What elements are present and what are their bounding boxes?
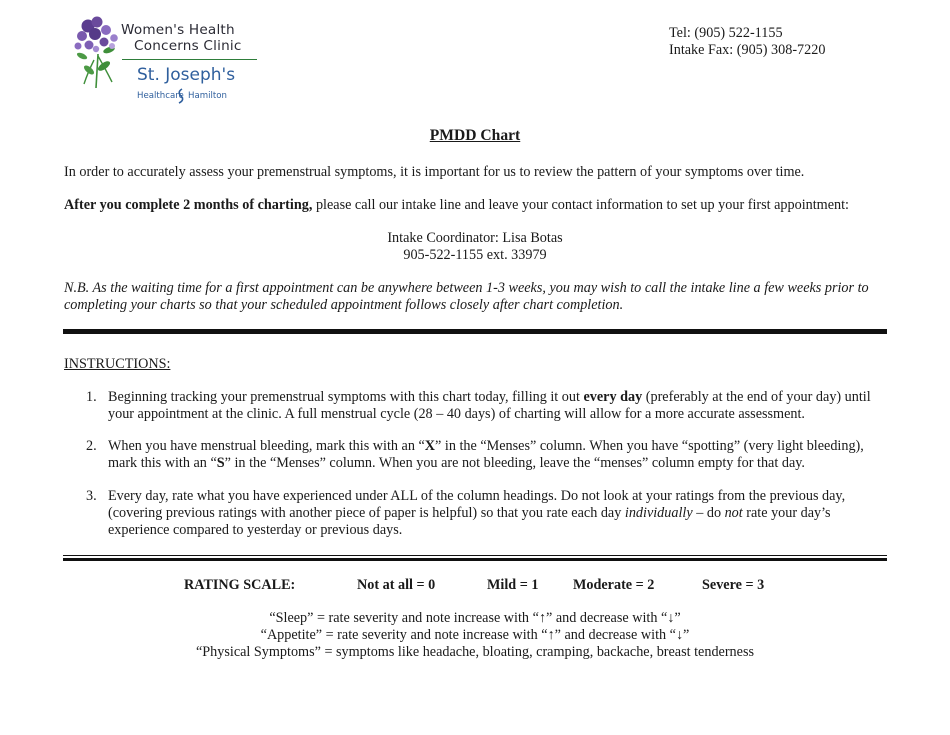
org-name: St. Joseph's xyxy=(137,65,236,85)
rating-level-3: Severe = 3 xyxy=(702,577,765,593)
double-divider-bottom xyxy=(63,558,887,561)
nb-note: N.B. As the waiting time for a first appointment can be anywhere between 1-3 weeks, you may wish to call the intake line a few weeks prior to completing your charts so that your scheduled appointment follows closely after chart completion. xyxy=(64,280,869,313)
note-sleep: “Sleep” = rate severity and note increase with “↑” and decrease with “↓” xyxy=(269,610,681,626)
rating-level-0: Not at all = 0 xyxy=(357,577,436,593)
page-title: PMDD Chart xyxy=(429,127,521,144)
org-subtitle-hamilton: Hamilton xyxy=(188,91,227,101)
rating-notes xyxy=(0,610,950,661)
org-subtitle-healthcare: Healthcare xyxy=(137,91,184,101)
clinic-name-line1: Women's Health xyxy=(121,22,235,38)
double-divider-top xyxy=(63,555,887,556)
clinic-name-line2: Concerns Clinic xyxy=(134,38,242,54)
instructions-heading: INSTRUCTIONS: xyxy=(64,356,171,372)
org-mark-icon xyxy=(176,88,186,104)
after-charting-paragraph xyxy=(64,197,886,214)
instruction-number: 2. xyxy=(86,438,97,454)
note-physical-symptoms: “Physical Symptoms” = symptoms like headache, bloating, cramping, backache, breast tenderness xyxy=(195,644,754,660)
coordinator-phone: 905-522-1155 ext. 33979 xyxy=(403,247,547,263)
rating-scale-label: RATING SCALE: xyxy=(184,577,296,593)
after-charting-bold: After you complete 2 months of charting, xyxy=(64,197,313,213)
contact-block xyxy=(669,25,825,59)
section-divider xyxy=(63,329,887,334)
rating-level-2: Moderate = 2 xyxy=(573,577,655,593)
after-charting-rest: please call our intake line and leave your contact information to set up your first appointment: xyxy=(312,197,849,213)
instruction-number: 3. xyxy=(86,488,97,504)
intake-coordinator xyxy=(0,230,950,264)
instruction-text: Every day, rate what you have experienced under ALL of the column headings. Do not look at your ratings from the previous day, (covering previous ratings with another piece of paper is helpful) so that you rate each day individually – do not rate your day’s experience compared to yesterday or previous days. xyxy=(108,488,846,538)
rating-level-1: Mild = 1 xyxy=(487,577,539,593)
logo-divider xyxy=(122,59,257,60)
clinic-logo xyxy=(70,12,270,120)
instruction-number: 1. xyxy=(86,389,97,405)
contact-fax: Intake Fax: (905) 308-7220 xyxy=(669,42,826,58)
coordinator-name: Intake Coordinator: Lisa Botas xyxy=(387,230,563,246)
intro-paragraph: In order to accurately assess your premenstrual symptoms, it is important for us to review the pattern of your symptoms over time. xyxy=(64,164,805,180)
note-appetite: “Appetite” = rate severity and note increase with “↑” and decrease with “↓” xyxy=(260,627,690,643)
contact-tel: Tel: (905) 522-1155 xyxy=(669,25,783,41)
instruction-text: Beginning tracking your premenstrual symptoms with this chart today, filling it out every day (preferably at the end of your day) until your appointment at the clinic. A full menstrual cycle (28 – 40 days) of charting will allow for a more accurate assessment. xyxy=(108,389,871,422)
instruction-text: When you have menstrual bleeding, mark this with an “X” in the “Menses” column. When you have “spotting” (very light bleeding), mark this with an “S” in the “Menses” column. When you are not bleeding, leave the “menses” column empty for that day. xyxy=(108,438,864,471)
